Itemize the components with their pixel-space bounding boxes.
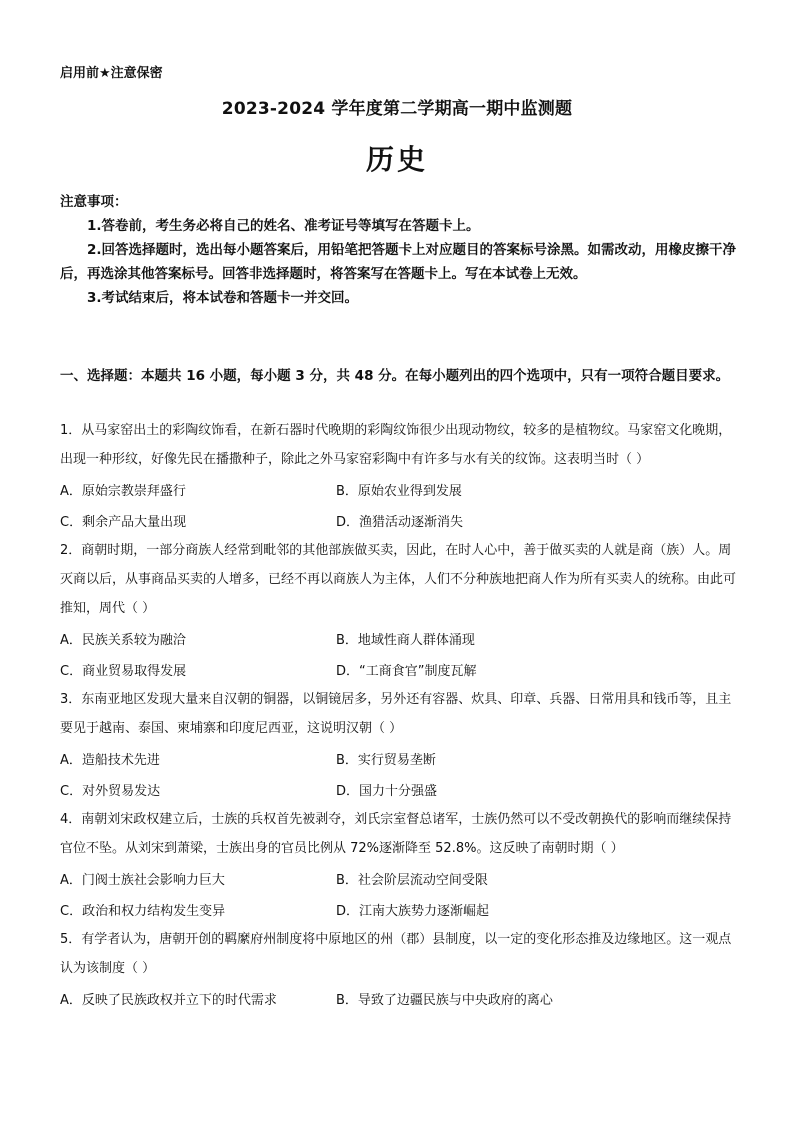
question-1	[60, 416, 740, 536]
option-d: D．渔猎活动逐渐消失	[336, 515, 464, 530]
question-stem: 2．商朝时期，一部分商族人经常到毗邻的其他部族做买卖，因此，在时人心中，善于做买卖的人就是商（族）人。周灭商以后，从事商品买卖的人增多，已经不再以商族人为主体，人们不分种族地把商人作为所有买卖人的统称。由此可推知，周代（ ）	[60, 543, 737, 616]
subject-title: 历史	[365, 143, 428, 176]
option-row	[60, 774, 740, 805]
option-b: B．地域性商人群体涌现	[336, 633, 475, 648]
question-5	[60, 925, 740, 1014]
notice-item: 3.考试结束后，将本试卷和答题卡一并交回。	[87, 290, 359, 306]
question-list	[60, 416, 740, 1014]
option-row	[60, 894, 740, 925]
option-row	[60, 505, 740, 536]
option-c: C．剩余产品大量出现	[60, 515, 187, 530]
option-a: A．反映了民族政权并立下的时代需求	[60, 993, 277, 1008]
question-3	[60, 685, 740, 805]
option-b: B．社会阶层流动空间受限	[336, 873, 488, 888]
option-d: D．“工商食官”制度瓦解	[336, 664, 477, 679]
question-stem: 4．南朝刘宋政权建立后，士族的兵权首先被剥夺，刘氏宗室督总诸军，士族仍然可以不受改朝换代的影响而继续保持官位不坠。从刘宋到萧梁，士族出身的官员比例从 72%逐渐降至 52.8%。这反映了南朝时期（ ）	[60, 812, 732, 856]
notice-item: 2.回答选择题时，选出每小题答案后，用铅笔把答题卡上对应题目的答案标号涂黑。如需改动，用橡皮擦干净后，再选涂其他答案标号。回答非选择题时，将答案写在答题卡上。写在本试卷上无效。	[60, 242, 737, 282]
option-b: B．原始农业得到发展	[336, 484, 462, 499]
option-b: B．实行贸易垄断	[336, 753, 436, 768]
notice-block	[60, 190, 740, 310]
option-a: A．原始宗教崇拜盛行	[60, 484, 186, 499]
confidential-label: 启用前★注意保密	[60, 66, 163, 81]
option-row	[60, 983, 740, 1014]
exam-title: 2023-2024 学年度第二学期高一期中监测题	[221, 99, 573, 119]
option-row	[60, 743, 740, 774]
option-b: B．导致了边疆民族与中央政府的离心	[336, 993, 553, 1008]
option-row	[60, 623, 740, 654]
option-c: C．政治和权力结构发生变异	[60, 904, 226, 919]
question-stem: 1．从马家窑出土的彩陶纹饰看，在新石器时代晚期的彩陶纹饰很少出现动物纹，较多的是植物纹。马家窑文化晚期，出现一种形纹，好像先民在播撒种子，除此之外马家窑彩陶中有许多与水有关的纹饰。这表明当时（ ）	[60, 423, 732, 467]
notice-heading: 注意事项：	[60, 194, 128, 210]
question-4	[60, 805, 740, 925]
option-row	[60, 863, 740, 894]
question-2	[60, 536, 740, 685]
option-c: C．商业贸易取得发展	[60, 664, 187, 679]
option-c: C．对外贸易发达	[60, 784, 161, 799]
question-stem: 3．东南亚地区发现大量来自汉朝的铜器，以铜镜居多，另外还有容器、炊具、印章、兵器、日常用具和钱币等，且主要见于越南、泰国、柬埔寨和印度尼西亚，这说明汉朝（ ）	[60, 692, 732, 736]
option-a: A．造船技术先进	[60, 753, 160, 768]
option-a: A．门阀士族社会影响力巨大	[60, 873, 225, 888]
option-d: D．江南大族势力逐渐崛起	[336, 904, 490, 919]
notice-item: 1.答卷前，考生务必将自己的姓名、准考证号等填写在答题卡上。	[87, 218, 480, 234]
option-d: D．国力十分强盛	[336, 784, 438, 799]
option-row	[60, 654, 740, 685]
section-heading: 一、选择题：本题共 16 小题，每小题 3 分，共 48 分。在每小题列出的四个选项中，只有一项符合题目要求。	[60, 368, 730, 384]
option-row	[60, 474, 740, 505]
option-a: A．民族关系较为融洽	[60, 633, 186, 648]
question-stem: 5．有学者认为，唐朝开创的羁縻府州制度将中原地区的州（郡）县制度，以一定的变化形态推及边缘地区。这一观点认为该制度（ ）	[60, 932, 732, 976]
